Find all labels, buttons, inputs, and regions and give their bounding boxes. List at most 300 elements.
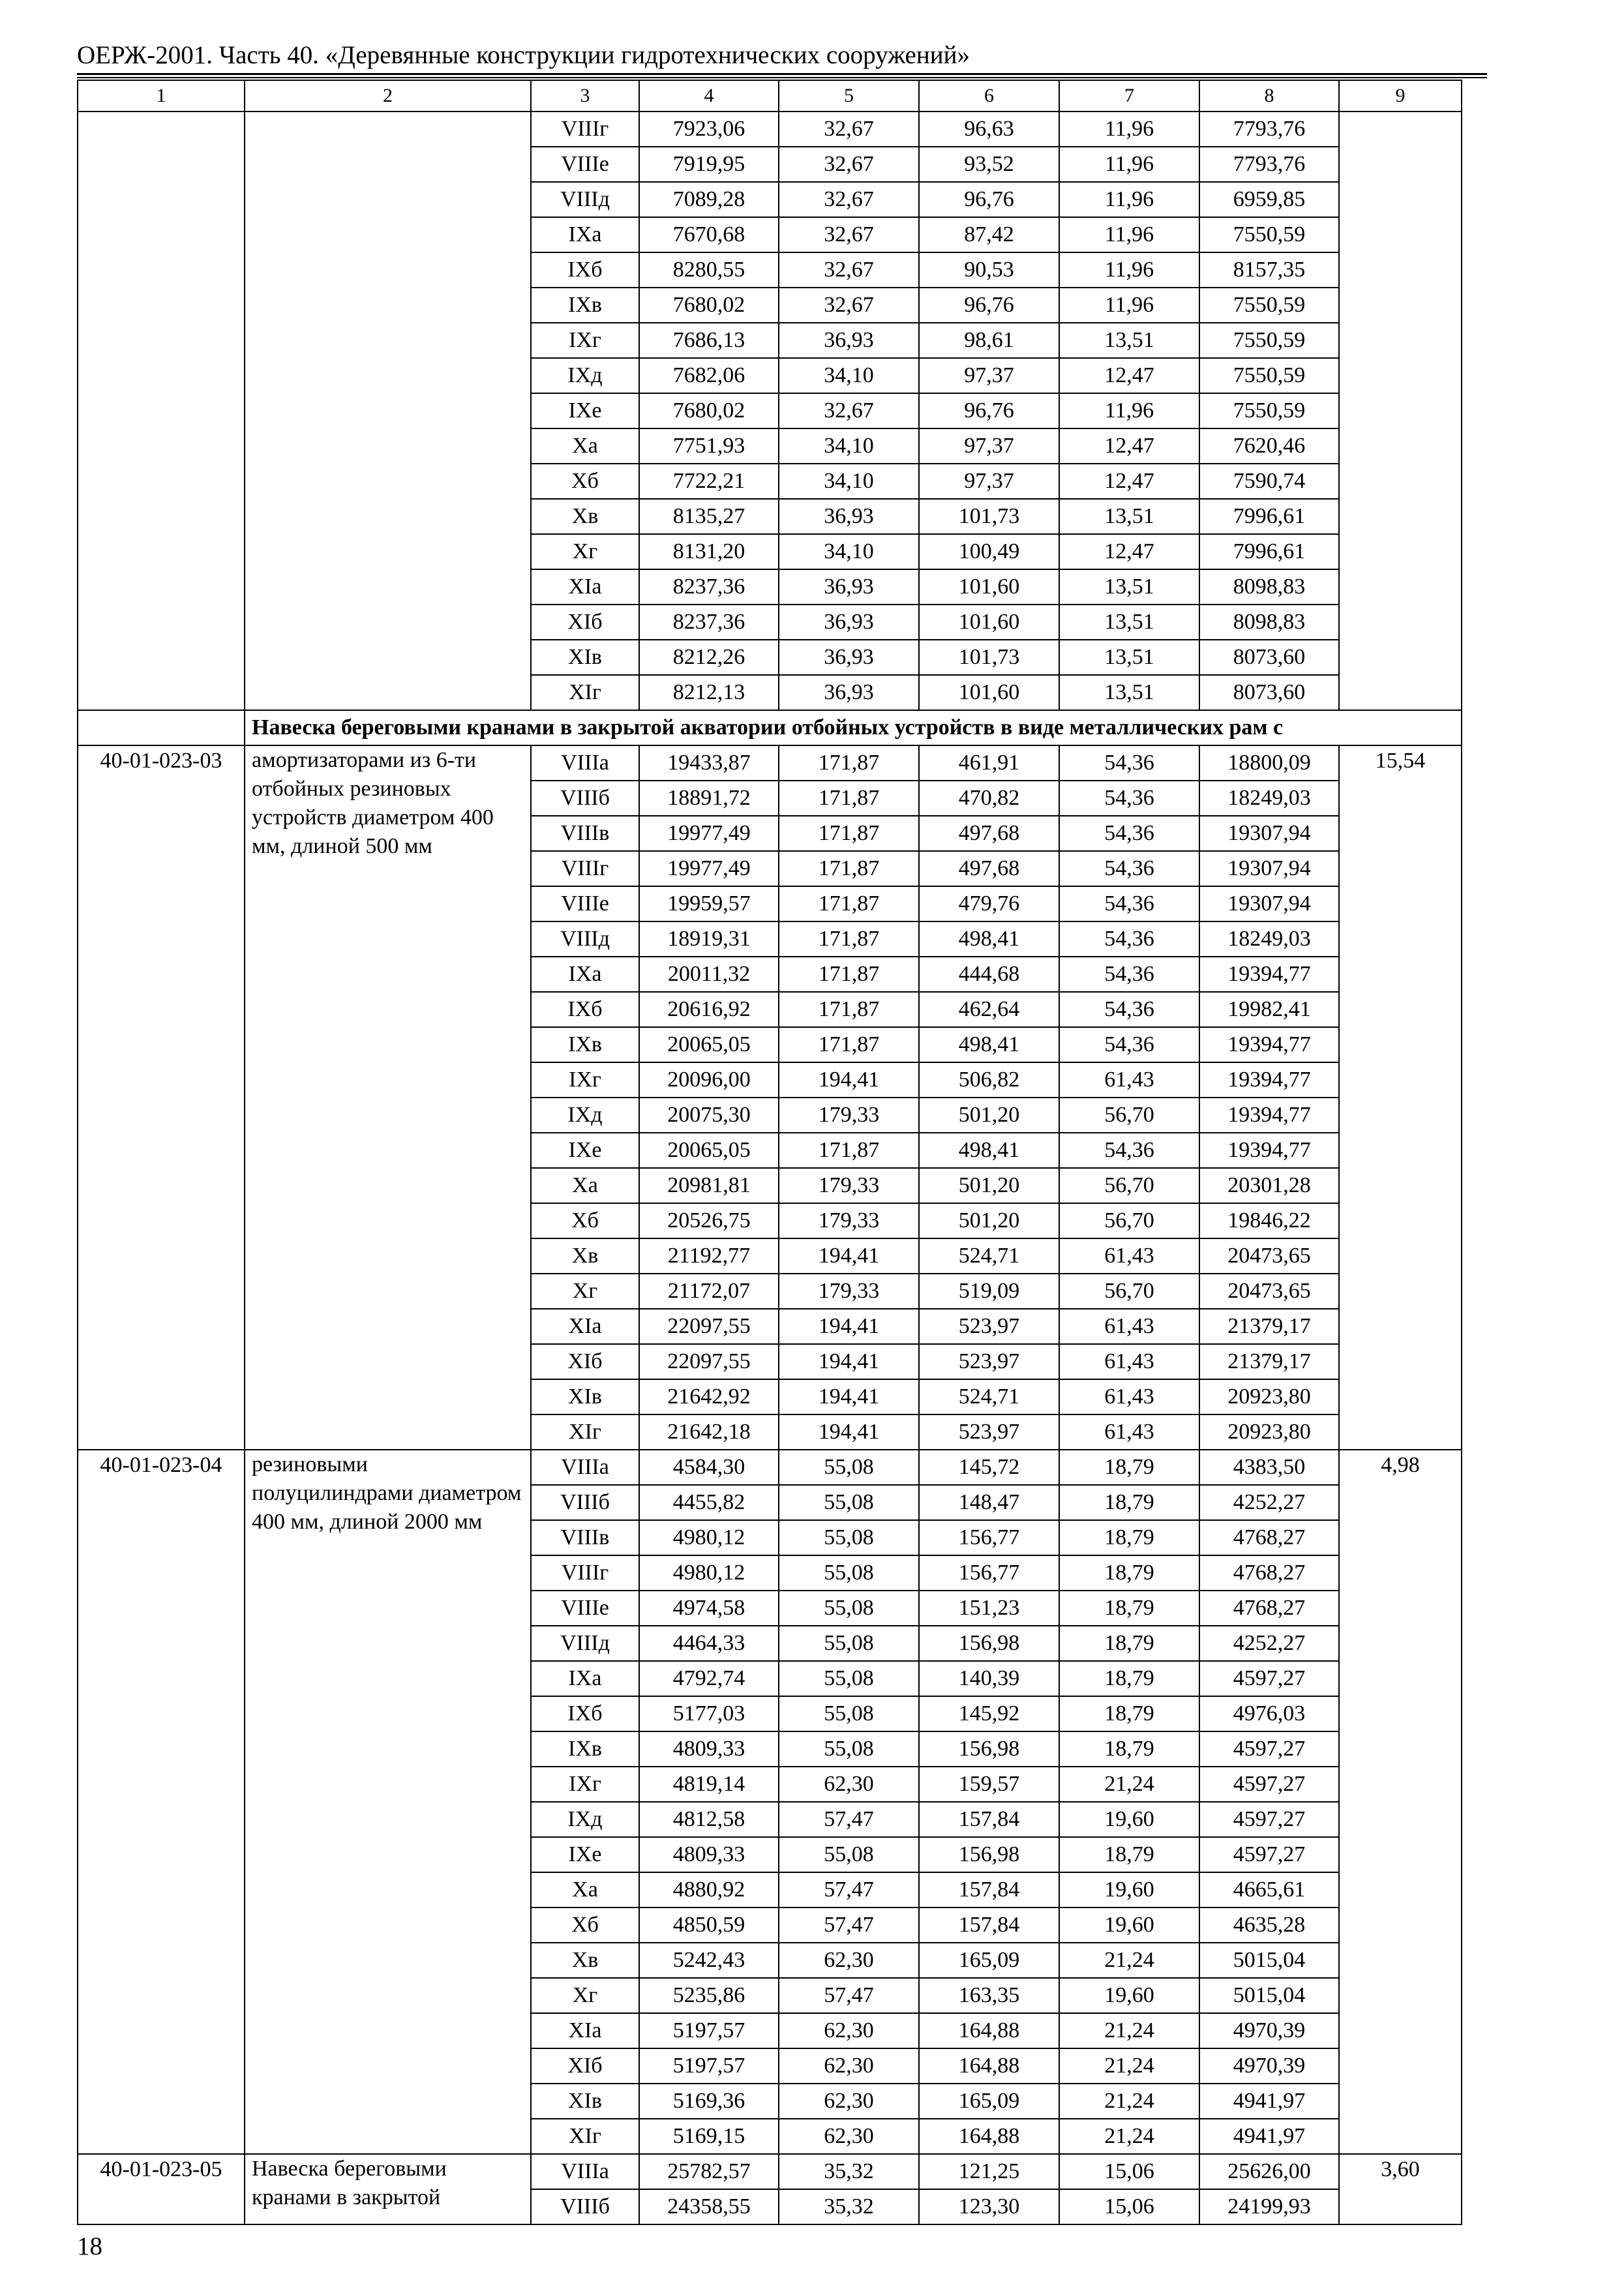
materials-cell: 4597,27 (1199, 1767, 1339, 1802)
materials-cell: 4941,97 (1199, 2084, 1339, 2119)
materials-cell: 7793,76 (1199, 112, 1339, 147)
wages-cell: 62,30 (779, 1943, 919, 1978)
machines-cell: 523,97 (919, 1344, 1059, 1379)
machines-cell: 461,91 (919, 745, 1059, 781)
machines-cell: 444,68 (919, 957, 1059, 992)
machines-cell: 90,53 (919, 252, 1059, 288)
wages-cell: 55,08 (779, 1626, 919, 1661)
total-cost-cell: 25782,57 (639, 2154, 779, 2189)
machines-cell: 148,47 (919, 1485, 1059, 1520)
zone-cell: XIa (531, 2013, 639, 2048)
zone-cell: Xб (531, 1203, 639, 1238)
zone-cell: IXe (531, 1837, 639, 1872)
zone-cell: XIв (531, 2084, 639, 2119)
materials-cell: 4768,27 (1199, 1520, 1339, 1555)
zone-cell: VIIIa (531, 1450, 639, 1485)
machines-cell: 519,09 (919, 1274, 1059, 1309)
machines-cell: 165,09 (919, 2084, 1059, 2119)
machines-cell: 101,73 (919, 640, 1059, 675)
machines-cell: 87,42 (919, 217, 1059, 252)
machinists-wages-cell: 11,96 (1059, 217, 1199, 252)
machines-cell: 506,82 (919, 1062, 1059, 1098)
total-cost-cell: 7923,06 (639, 112, 779, 147)
machines-cell: 97,37 (919, 464, 1059, 499)
wages-cell: 194,41 (779, 1062, 919, 1098)
wages-cell: 55,08 (779, 1520, 919, 1555)
machinists-wages-cell: 11,96 (1059, 393, 1199, 428)
wages-cell: 32,67 (779, 112, 919, 147)
column-header-1: 1 (78, 80, 245, 112)
zone-cell: IXд (531, 1098, 639, 1133)
wages-cell: 32,67 (779, 147, 919, 182)
wages-cell: 62,30 (779, 2048, 919, 2084)
materials-cell: 7620,46 (1199, 428, 1339, 464)
zone-cell: XIб (531, 605, 639, 640)
zone-cell: Xв (531, 499, 639, 534)
machinists-wages-cell: 12,47 (1059, 534, 1199, 569)
materials-cell: 4768,27 (1199, 1555, 1339, 1591)
materials-cell: 20473,65 (1199, 1238, 1339, 1274)
zone-cell: Xa (531, 428, 639, 464)
wages-cell: 194,41 (779, 1344, 919, 1379)
machines-cell: 101,60 (919, 569, 1059, 605)
materials-cell: 8073,60 (1199, 675, 1339, 710)
machines-cell: 498,41 (919, 1027, 1059, 1062)
machines-cell: 523,97 (919, 1414, 1059, 1450)
materials-cell: 4252,27 (1199, 1485, 1339, 1520)
machines-cell: 462,64 (919, 992, 1059, 1027)
machinists-wages-cell: 13,51 (1059, 323, 1199, 358)
machinists-wages-cell: 13,51 (1059, 640, 1199, 675)
machinists-wages-cell: 61,43 (1059, 1062, 1199, 1098)
total-cost-cell: 7089,28 (639, 182, 779, 217)
machinists-wages-cell: 54,36 (1059, 781, 1199, 816)
materials-cell: 7550,59 (1199, 358, 1339, 393)
zone-cell: IXe (531, 1133, 639, 1168)
materials-cell: 5015,04 (1199, 1943, 1339, 1978)
machinists-wages-cell: 12,47 (1059, 464, 1199, 499)
zone-cell: XIв (531, 1379, 639, 1414)
zone-cell: VIIIe (531, 1591, 639, 1626)
materials-cell: 19394,77 (1199, 1133, 1339, 1168)
page-number: 18 (77, 2232, 102, 2260)
materials-cell: 19307,94 (1199, 851, 1339, 886)
column-header-4: 4 (639, 80, 779, 112)
column-header-3: 3 (531, 80, 639, 112)
machinists-wages-cell: 19,60 (1059, 1978, 1199, 2013)
total-cost-cell: 8131,20 (639, 534, 779, 569)
zone-cell: Xг (531, 1978, 639, 2013)
machinists-wages-cell: 61,43 (1059, 1238, 1199, 1274)
wages-cell: 57,47 (779, 1908, 919, 1943)
materials-cell: 20301,28 (1199, 1168, 1339, 1203)
total-cost-cell: 19433,87 (639, 745, 779, 781)
zone-cell: XIб (531, 2048, 639, 2084)
machines-cell: 151,23 (919, 1591, 1059, 1626)
total-cost-cell: 7682,06 (639, 358, 779, 393)
zone-cell: IXд (531, 358, 639, 393)
machines-cell: 156,98 (919, 1731, 1059, 1767)
total-cost-cell: 4455,82 (639, 1485, 779, 1520)
total-cost-cell: 20981,81 (639, 1168, 779, 1203)
zone-cell: VIIIд (531, 921, 639, 957)
materials-cell: 24199,93 (1199, 2189, 1339, 2224)
machinists-wages-cell: 12,47 (1059, 358, 1199, 393)
materials-cell: 4970,39 (1199, 2013, 1339, 2048)
materials-cell: 4252,27 (1199, 1626, 1339, 1661)
total-cost-cell: 7919,95 (639, 147, 779, 182)
materials-cell: 18249,03 (1199, 921, 1339, 957)
machines-cell: 157,84 (919, 1802, 1059, 1837)
total-cost-cell: 4812,58 (639, 1802, 779, 1837)
machines-cell: 96,63 (919, 112, 1059, 147)
wages-cell: 36,93 (779, 605, 919, 640)
machines-cell: 501,20 (919, 1098, 1059, 1133)
machines-cell: 145,72 (919, 1450, 1059, 1485)
machinists-wages-cell: 54,36 (1059, 992, 1199, 1027)
machinists-wages-cell: 13,51 (1059, 569, 1199, 605)
wages-cell: 36,93 (779, 569, 919, 605)
machinists-wages-cell: 56,70 (1059, 1098, 1199, 1133)
wages-cell: 194,41 (779, 1309, 919, 1344)
machinists-wages-cell: 56,70 (1059, 1203, 1199, 1238)
zone-cell: VIIIб (531, 781, 639, 816)
machinists-wages-cell: 54,36 (1059, 1027, 1199, 1062)
zone-cell: XIг (531, 1414, 639, 1450)
materials-cell: 19982,41 (1199, 992, 1339, 1027)
total-cost-cell: 8280,55 (639, 252, 779, 288)
machines-cell: 96,76 (919, 393, 1059, 428)
machinists-wages-cell: 19,60 (1059, 1908, 1199, 1943)
machines-cell: 163,35 (919, 1978, 1059, 2013)
materials-cell: 7550,59 (1199, 217, 1339, 252)
total-cost-cell: 5242,43 (639, 1943, 779, 1978)
total-cost-cell: 4584,30 (639, 1450, 779, 1485)
norm-code (78, 112, 245, 710)
machinists-wages-cell: 54,36 (1059, 957, 1199, 992)
total-cost-cell: 21642,18 (639, 1414, 779, 1450)
machinists-wages-cell: 21,24 (1059, 1767, 1199, 1802)
machines-cell: 156,77 (919, 1555, 1059, 1591)
machines-cell: 498,41 (919, 1133, 1059, 1168)
total-cost-cell: 7751,93 (639, 428, 779, 464)
wages-cell: 171,87 (779, 745, 919, 781)
machinists-wages-cell: 21,24 (1059, 2084, 1199, 2119)
machines-cell: 159,57 (919, 1767, 1059, 1802)
machinists-wages-cell: 54,36 (1059, 816, 1199, 851)
machines-cell: 145,92 (919, 1696, 1059, 1731)
zone-cell: VIIIa (531, 745, 639, 781)
machinists-wages-cell: 18,79 (1059, 1661, 1199, 1696)
total-cost-cell: 20011,32 (639, 957, 779, 992)
wages-cell: 194,41 (779, 1414, 919, 1450)
price-table-body (78, 80, 1462, 2224)
materials-cell: 21379,17 (1199, 1344, 1339, 1379)
zone-cell: VIIIe (531, 886, 639, 921)
materials-cell: 4383,50 (1199, 1450, 1339, 1485)
machines-cell: 165,09 (919, 1943, 1059, 1978)
zone-cell: Xa (531, 1872, 639, 1908)
norm-description (245, 112, 531, 710)
materials-cell: 8098,83 (1199, 605, 1339, 640)
machinists-wages-cell: 18,79 (1059, 1520, 1199, 1555)
wages-cell: 34,10 (779, 358, 919, 393)
machines-cell: 156,77 (919, 1520, 1059, 1555)
materials-cell: 4970,39 (1199, 2048, 1339, 2084)
machines-cell: 96,76 (919, 288, 1059, 323)
materials-cell: 19394,77 (1199, 1098, 1339, 1133)
materials-cell: 4768,27 (1199, 1591, 1339, 1626)
materials-cell: 19394,77 (1199, 957, 1339, 992)
zone-cell: IXб (531, 1696, 639, 1731)
machinists-wages-cell: 12,47 (1059, 428, 1199, 464)
machines-cell: 97,37 (919, 428, 1059, 464)
norm-code: 40-01-023-05 (78, 2154, 245, 2224)
total-cost-cell: 20075,30 (639, 1098, 779, 1133)
total-cost-cell: 5169,36 (639, 2084, 779, 2119)
machinists-wages-cell: 21,24 (1059, 2013, 1199, 2048)
zone-cell: IXг (531, 1062, 639, 1098)
machines-cell: 164,88 (919, 2013, 1059, 2048)
wages-cell: 34,10 (779, 464, 919, 499)
machinists-wages-cell: 11,96 (1059, 252, 1199, 288)
zone-cell: IXe (531, 393, 639, 428)
materials-cell: 19307,94 (1199, 886, 1339, 921)
machinists-wages-cell: 61,43 (1059, 1309, 1199, 1344)
machines-cell: 497,68 (919, 816, 1059, 851)
machinists-wages-cell: 13,51 (1059, 675, 1199, 710)
machinists-wages-cell: 61,43 (1059, 1344, 1199, 1379)
machinists-wages-cell: 54,36 (1059, 1133, 1199, 1168)
total-cost-cell: 4980,12 (639, 1520, 779, 1555)
labor-cost-cell: 3,60 (1339, 2154, 1462, 2224)
wages-cell: 55,08 (779, 1731, 919, 1767)
wages-cell: 55,08 (779, 1837, 919, 1872)
materials-cell: 6959,85 (1199, 182, 1339, 217)
materials-cell: 7550,59 (1199, 393, 1339, 428)
wages-cell: 179,33 (779, 1098, 919, 1133)
materials-cell: 20473,65 (1199, 1274, 1339, 1309)
table-row (78, 112, 1462, 147)
materials-cell: 21379,17 (1199, 1309, 1339, 1344)
wages-cell: 55,08 (779, 1555, 919, 1591)
wages-cell: 171,87 (779, 851, 919, 886)
zone-cell: VIIIб (531, 2189, 639, 2224)
labor-cost-cell: 4,98 (1339, 1450, 1462, 2154)
total-cost-cell: 21642,92 (639, 1379, 779, 1414)
materials-cell: 7550,59 (1199, 288, 1339, 323)
materials-cell: 4635,28 (1199, 1908, 1339, 1943)
materials-cell: 5015,04 (1199, 1978, 1339, 2013)
zone-cell: XIa (531, 1309, 639, 1344)
total-cost-cell: 21192,77 (639, 1238, 779, 1274)
materials-cell: 7550,59 (1199, 323, 1339, 358)
machinists-wages-cell: 54,36 (1059, 745, 1199, 781)
total-cost-cell: 5177,03 (639, 1696, 779, 1731)
materials-cell: 25626,00 (1199, 2154, 1339, 2189)
materials-cell: 20923,80 (1199, 1414, 1339, 1450)
machines-cell: 101,73 (919, 499, 1059, 534)
column-header-2: 2 (245, 80, 531, 112)
total-cost-cell: 7670,68 (639, 217, 779, 252)
zone-cell: IXд (531, 1802, 639, 1837)
zone-cell: VIIIд (531, 182, 639, 217)
total-cost-cell: 20096,00 (639, 1062, 779, 1098)
total-cost-cell: 7680,02 (639, 288, 779, 323)
materials-cell: 4976,03 (1199, 1696, 1339, 1731)
machinists-wages-cell: 19,60 (1059, 1802, 1199, 1837)
wages-cell: 55,08 (779, 1485, 919, 1520)
page-header: ОЕРЖ-2001. Часть 40. «Деревянные конструкции гидротехнических сооружений» (77, 41, 970, 69)
machines-cell: 470,82 (919, 781, 1059, 816)
wages-cell: 171,87 (779, 992, 919, 1027)
wages-cell: 35,32 (779, 2189, 919, 2224)
wages-cell: 171,87 (779, 816, 919, 851)
norm-description: амортизаторами из 6-ти отбойных резиновых устройств диаметром 400 мм, длиной 500 мм (245, 745, 531, 1450)
header-rule-secondary (77, 77, 1487, 78)
norm-code: 40-01-023-04 (78, 1450, 245, 2154)
wages-cell: 32,67 (779, 393, 919, 428)
wages-cell: 171,87 (779, 921, 919, 957)
zone-cell: VIIIв (531, 816, 639, 851)
wages-cell: 171,87 (779, 886, 919, 921)
wages-cell: 35,32 (779, 2154, 919, 2189)
zone-cell: Xв (531, 1943, 639, 1978)
machinists-wages-cell: 18,79 (1059, 1591, 1199, 1626)
machinists-wages-cell: 13,51 (1059, 499, 1199, 534)
total-cost-cell: 20065,05 (639, 1027, 779, 1062)
materials-cell: 4597,27 (1199, 1802, 1339, 1837)
labor-cost-cell (1339, 112, 1462, 710)
wages-cell: 55,08 (779, 1696, 919, 1731)
zone-cell: IXв (531, 288, 639, 323)
wages-cell: 171,87 (779, 781, 919, 816)
materials-cell: 19394,77 (1199, 1027, 1339, 1062)
machines-cell: 140,39 (919, 1661, 1059, 1696)
wages-cell: 62,30 (779, 2013, 919, 2048)
machinists-wages-cell: 18,79 (1059, 1450, 1199, 1485)
materials-cell: 4597,27 (1199, 1731, 1339, 1767)
machines-cell: 157,84 (919, 1908, 1059, 1943)
zone-cell: VIIIг (531, 1555, 639, 1591)
wages-cell: 171,87 (779, 1133, 919, 1168)
wages-cell: 57,47 (779, 1872, 919, 1908)
column-header-5: 5 (779, 80, 919, 112)
total-cost-cell: 19977,49 (639, 851, 779, 886)
materials-cell: 4597,27 (1199, 1661, 1339, 1696)
machinists-wages-cell: 18,79 (1059, 1555, 1199, 1591)
zone-cell: XIв (531, 640, 639, 675)
materials-cell: 8098,83 (1199, 569, 1339, 605)
zone-cell: IXa (531, 217, 639, 252)
machines-cell: 100,49 (919, 534, 1059, 569)
machines-cell: 121,25 (919, 2154, 1059, 2189)
wages-cell: 36,93 (779, 323, 919, 358)
total-cost-cell: 4850,59 (639, 1908, 779, 1943)
zone-cell: Xг (531, 1274, 639, 1309)
zone-cell: Xг (531, 534, 639, 569)
machinists-wages-cell: 18,79 (1059, 1626, 1199, 1661)
zone-cell: XIг (531, 675, 639, 710)
zone-cell: Xв (531, 1238, 639, 1274)
total-cost-cell: 5235,86 (639, 1978, 779, 2013)
total-cost-cell: 24358,55 (639, 2189, 779, 2224)
total-cost-cell: 7686,13 (639, 323, 779, 358)
machinists-wages-cell: 18,79 (1059, 1837, 1199, 1872)
machinists-wages-cell: 61,43 (1059, 1414, 1199, 1450)
wages-cell: 194,41 (779, 1238, 919, 1274)
machinists-wages-cell: 11,96 (1059, 112, 1199, 147)
materials-cell: 7996,61 (1199, 534, 1339, 569)
total-cost-cell: 20065,05 (639, 1133, 779, 1168)
machinists-wages-cell: 18,79 (1059, 1731, 1199, 1767)
total-cost-cell: 7722,21 (639, 464, 779, 499)
wages-cell: 32,67 (779, 252, 919, 288)
zone-cell: IXa (531, 957, 639, 992)
machinists-wages-cell: 15,06 (1059, 2154, 1199, 2189)
total-cost-cell: 19977,49 (639, 816, 779, 851)
machines-cell: 479,76 (919, 886, 1059, 921)
norm-description: резиновыми полуцилиндрами диаметром 400 мм, длиной 2000 мм (245, 1450, 531, 2154)
machinists-wages-cell: 54,36 (1059, 921, 1199, 957)
wages-cell: 34,10 (779, 534, 919, 569)
machines-cell: 524,71 (919, 1379, 1059, 1414)
total-cost-cell: 4464,33 (639, 1626, 779, 1661)
materials-cell: 18800,09 (1199, 745, 1339, 781)
table-row (78, 745, 1462, 781)
table-row (78, 1450, 1462, 1485)
materials-cell: 4597,27 (1199, 1837, 1339, 1872)
zone-cell: XIa (531, 569, 639, 605)
machinists-wages-cell: 19,60 (1059, 1872, 1199, 1908)
machines-cell: 524,71 (919, 1238, 1059, 1274)
zone-cell: VIIIб (531, 1485, 639, 1520)
total-cost-cell: 21172,07 (639, 1274, 779, 1309)
materials-cell: 19394,77 (1199, 1062, 1339, 1098)
zone-cell: IXг (531, 323, 639, 358)
section-title-row (78, 710, 1462, 745)
machinists-wages-cell: 18,79 (1059, 1696, 1199, 1731)
machinists-wages-cell: 56,70 (1059, 1168, 1199, 1203)
total-cost-cell: 8237,36 (639, 569, 779, 605)
wages-cell: 55,08 (779, 1661, 919, 1696)
machines-cell: 501,20 (919, 1203, 1059, 1238)
wages-cell: 55,08 (779, 1591, 919, 1626)
materials-cell: 20923,80 (1199, 1379, 1339, 1414)
machinists-wages-cell: 13,51 (1059, 605, 1199, 640)
total-cost-cell: 4980,12 (639, 1555, 779, 1591)
materials-cell: 19307,94 (1199, 816, 1339, 851)
materials-cell: 7793,76 (1199, 147, 1339, 182)
wages-cell: 34,10 (779, 428, 919, 464)
section-title: Навеска береговыми кранами в закрытой акватории отбойных устройств в виде металлических рам с (245, 710, 1462, 745)
column-header-row (78, 80, 1462, 112)
total-cost-cell: 8212,13 (639, 675, 779, 710)
machines-cell: 498,41 (919, 921, 1059, 957)
machinists-wages-cell: 61,43 (1059, 1379, 1199, 1414)
materials-cell: 4941,97 (1199, 2119, 1339, 2154)
wages-cell: 62,30 (779, 1767, 919, 1802)
total-cost-cell: 5197,57 (639, 2048, 779, 2084)
machinists-wages-cell: 54,36 (1059, 886, 1199, 921)
zone-cell: VIIIг (531, 112, 639, 147)
table-row (78, 2154, 1462, 2189)
zone-cell: Xб (531, 464, 639, 499)
machines-cell: 97,37 (919, 358, 1059, 393)
wages-cell: 194,41 (779, 1379, 919, 1414)
wages-cell: 179,33 (779, 1168, 919, 1203)
machines-cell: 501,20 (919, 1168, 1059, 1203)
